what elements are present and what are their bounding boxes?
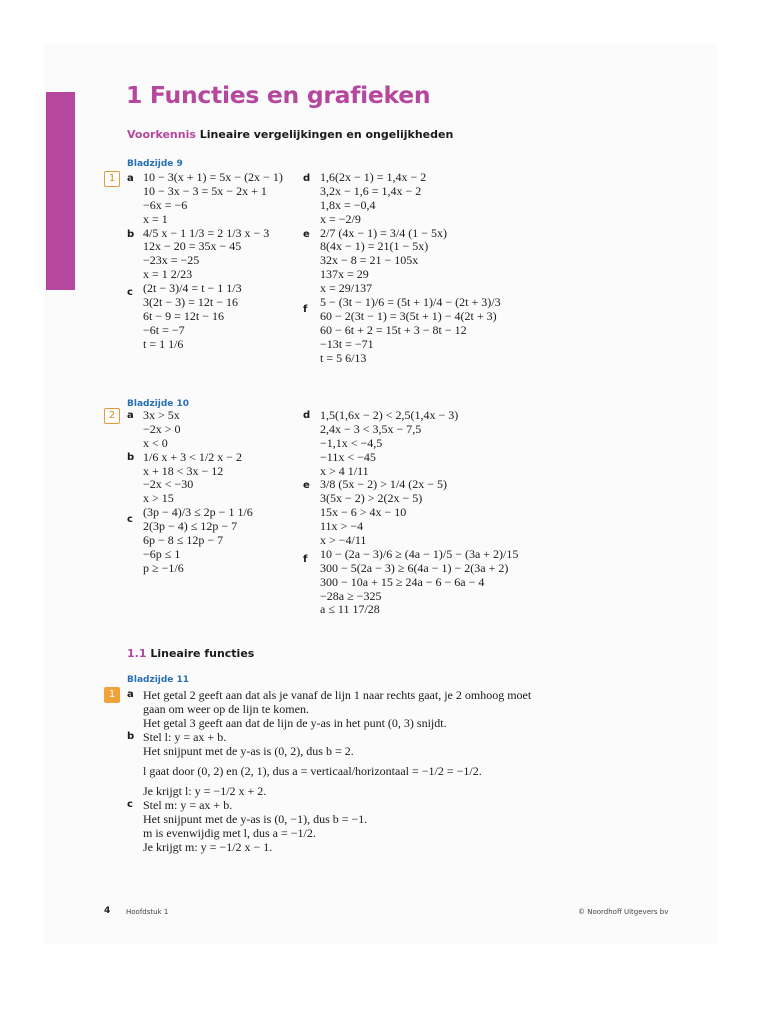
subtitle-text: Lineaire vergelijkingen en ongelijkheden [199, 128, 454, 141]
math-line: 15x − 6 > 4x − 10 [320, 505, 407, 520]
math-line: x + 18 < 3x − 12 [143, 463, 224, 478]
math-line: 6t − 9 = 12t − 16 [143, 308, 224, 323]
text-line: gaan om weer op de lijn te komen. [143, 702, 309, 716]
math-line: 2,4x − 3 < 3,5x − 7,5 [320, 421, 422, 436]
math-line: 2(3p − 4) ≤ 12p − 7 [143, 519, 238, 534]
part-letter: e [303, 229, 310, 240]
math-line: 3(2t − 3) = 12t − 16 [143, 295, 238, 310]
part-letter: b [127, 452, 135, 463]
part-letter: f [303, 304, 308, 315]
math-line: −11x < −45 [320, 449, 376, 464]
chapter-side-tab [46, 92, 75, 290]
text-line: l gaat door (0, 2) en (2, 1), dus a = verticaal/horizontaal = −1/2 = −1/2. [143, 764, 482, 778]
question-number: 1 [104, 171, 120, 187]
math-line: −6t = −7 [143, 322, 185, 337]
part-letter: d [303, 410, 311, 421]
text-line: Het snijpunt met de y-as is (0, −1), dus b = −1. [143, 812, 368, 826]
part-letter: b [127, 731, 135, 742]
text-line: Stel m: y = ax + b. [143, 798, 233, 812]
part-letter: a [127, 689, 134, 700]
math-line: x < 0 [143, 435, 168, 450]
math-line: 3x > 5x [143, 408, 180, 422]
ex1-left-solution [143, 171, 283, 352]
part-letter: d [303, 173, 311, 184]
math-line: 300 − 10a + 15 ≥ 24a − 6 − 6a − 4 [320, 574, 485, 589]
question-number: 2 [104, 408, 120, 424]
math-line: 2/7 (4x − 1) = 3/4 (1 − 5x) [320, 225, 447, 240]
part-letter: c [127, 514, 133, 525]
math-line: t = 5 6/13 [320, 350, 367, 365]
math-line: 1/6 x + 3 < 1/2 x − 2 [143, 449, 242, 464]
ex2-left-solution [143, 409, 253, 576]
text-line: Stel l: y = ax + b. [143, 730, 227, 744]
math-line: 3/8 (5x − 2) > 1/4 (2x − 5) [320, 477, 447, 492]
page-label: Bladzijde 11 [127, 675, 190, 685]
math-line: −28a ≥ −325 [320, 588, 382, 603]
math-line: −2x < −30 [143, 477, 194, 492]
math-line: −13t = −71 [320, 336, 374, 351]
page-label: Bladzijde 10 [127, 399, 190, 409]
math-line: a ≤ 11 17/28 [320, 602, 380, 617]
math-line: 10 − (2a − 3)/6 ≥ (4a − 1)/5 − (3a + 2)/15 [320, 546, 519, 561]
math-line: 1,5(1,6x − 2) < 2,5(1,4x − 3) [320, 408, 459, 422]
math-line: 3(5x − 2) > 2(2x − 5) [320, 491, 423, 506]
math-line: 300 − 5(2a − 3) ≥ 6(4a − 1) − 2(3a + 2) [320, 560, 509, 575]
math-line: x > 15 [143, 491, 174, 506]
math-line: 1,6(2x − 1) = 1,4x − 2 [320, 170, 427, 184]
page-label: Bladzijde 9 [127, 159, 183, 169]
part-letter: f [303, 554, 308, 565]
part-letter: e [303, 480, 310, 491]
math-line: 60 − 2(3t − 1) = 3(5t + 1) − 4(2t + 3) [320, 308, 497, 323]
part-letter: a [127, 410, 134, 421]
subtitle [127, 128, 453, 141]
chapter-label: Hoofdstuk 1 [126, 908, 169, 916]
math-line: (2t − 3)/4 = t − 1 1/3 [143, 281, 242, 296]
math-line: 10 − 3x − 3 = 5x − 2x + 1 [143, 183, 267, 198]
part-letter: a [127, 173, 134, 184]
math-line: 8(4x − 1) = 21(1 − 5x) [320, 239, 429, 254]
math-line: 32x − 8 = 21 − 105x [320, 253, 419, 268]
part-letter: c [127, 799, 133, 810]
math-line: 1,8x = −0,4 [320, 197, 376, 212]
math-line: −6x = −6 [143, 197, 188, 212]
math-line: t = 1 1/6 [143, 336, 184, 351]
text-line: m is evenwijdig met l, dus a = −1/2. [143, 826, 316, 840]
math-line: x > −4/11 [320, 533, 367, 548]
section-number: 1.1 [127, 647, 147, 660]
text-line: Het getal 3 geeft aan dat de lijn de y-as in het punt (0, 3) snijdt. [143, 716, 447, 730]
math-line: 137x = 29 [320, 267, 369, 282]
ex2-right-solution [320, 409, 518, 617]
text-line: Het snijpunt met de y-as is (0, 2), dus b = 2. [143, 744, 354, 758]
publisher-credit: © Noordhoff Uitgevers bv [578, 908, 669, 916]
math-line: −23x = −25 [143, 253, 200, 268]
math-line: −6p ≤ 1 [143, 546, 181, 561]
math-line: p ≥ −1/6 [143, 560, 184, 575]
part-letter: b [127, 229, 135, 240]
math-line: 10 − 3(x + 1) = 5x − (2x − 1) [143, 170, 283, 184]
question-number: 1 [104, 687, 120, 703]
math-line: 60 − 6t + 2 = 15t + 3 − 8t − 12 [320, 322, 467, 337]
math-line: (3p − 4)/3 ≤ 2p − 1 1/6 [143, 505, 253, 520]
section-title: Lineaire functies [150, 647, 255, 660]
math-line: x = 29/137 [320, 281, 373, 296]
math-line: 6p − 8 ≤ 12p − 7 [143, 533, 224, 548]
math-line: 5 − (3t − 1)/6 = (5t + 1)/4 − (2t + 3)/3 [320, 295, 501, 310]
part-letter: c [127, 287, 133, 298]
section-heading [127, 647, 254, 660]
text-line: Je krijgt m: y = −1/2 x − 1. [143, 840, 273, 854]
page-title: 1 Functies en grafieken [126, 81, 431, 109]
ex1-right-solution [320, 171, 501, 365]
subtitle-keyword: Voorkennis [127, 128, 196, 141]
text-line: Je krijgt l: y = −1/2 x + 2. [143, 784, 267, 798]
math-line: x = 1 [143, 211, 168, 226]
math-line: 12x − 20 = 35x − 45 [143, 239, 242, 254]
math-line: x = 1 2/23 [143, 267, 193, 282]
math-line: x = −2/9 [320, 211, 361, 226]
page-number: 4 [104, 906, 111, 916]
math-line: −2x > 0 [143, 421, 181, 436]
math-line: x > 4 1/11 [320, 463, 369, 478]
math-line: 11x > −4 [320, 519, 364, 534]
math-line: 3,2x − 1,6 = 1,4x − 2 [320, 183, 422, 198]
math-line: 4/5 x − 1 1/3 = 2 1/3 x − 3 [143, 225, 270, 240]
math-line: −1,1x < −4,5 [320, 435, 383, 450]
text-line: Het getal 2 geeft aan dat als je vanaf de lijn 1 naar rechts gaat, je 2 omhoog moet [143, 688, 532, 702]
